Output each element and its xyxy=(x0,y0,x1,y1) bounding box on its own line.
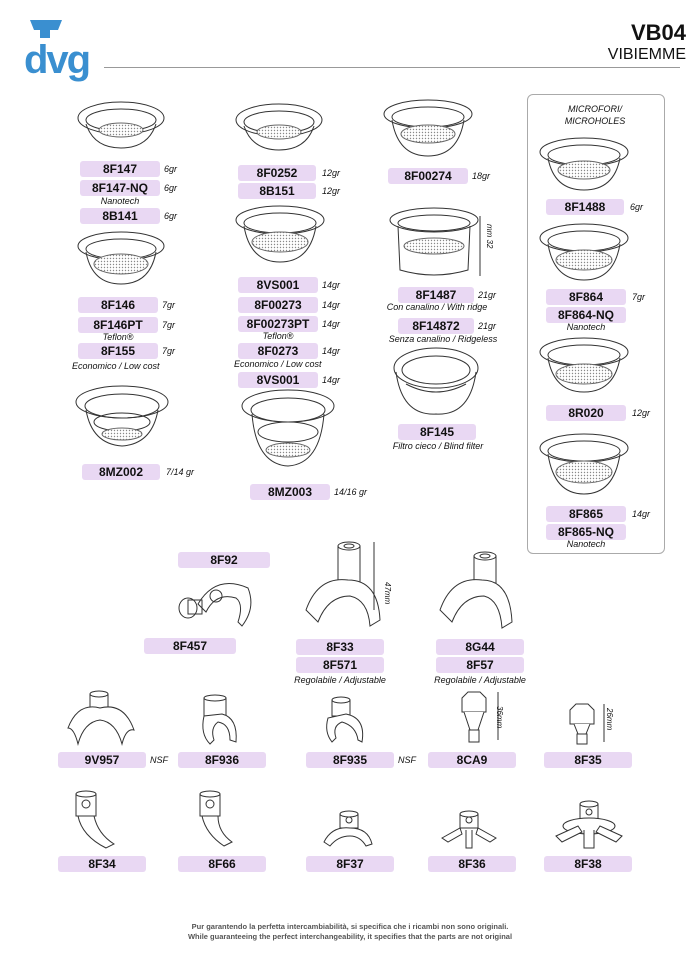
part-code: 8B151 xyxy=(238,183,316,199)
part-code: 8F146 xyxy=(78,297,158,313)
dimension-label: 47mm xyxy=(383,582,392,605)
filter-basket-image xyxy=(538,136,630,194)
part-code: 8B141 xyxy=(80,208,160,224)
part-weight: 6gr xyxy=(630,202,644,212)
spout-image xyxy=(552,800,628,852)
filter-basket-image xyxy=(240,388,336,470)
brand-name: dvg xyxy=(24,38,90,82)
part-code: 8F35 xyxy=(544,752,632,768)
spout-image xyxy=(72,790,128,852)
part-code: 8F38 xyxy=(544,856,632,872)
footer-disclaimer-it: Pur garantendo la perfetta intercambiabilità, si specifica che i ricambi non sono originali. xyxy=(191,922,509,931)
part-note: Senza canalino / Ridgeless xyxy=(388,334,498,344)
part-weight: 7gr xyxy=(162,346,176,356)
part-code: 8F865-NQ xyxy=(546,524,626,540)
part-weight: 6gr xyxy=(164,211,178,221)
part-note: Regolabile / Adjustable xyxy=(294,675,386,685)
spout-image xyxy=(196,790,246,852)
filter-basket-image xyxy=(538,336,630,396)
spout-image xyxy=(322,696,374,748)
part-weight: 18gr xyxy=(472,171,491,181)
part-note: NSF xyxy=(150,755,168,765)
part-code: 8CA9 xyxy=(428,752,516,768)
part-weight: 7gr xyxy=(632,292,646,302)
part-weight: 14gr xyxy=(632,509,651,519)
part-code: 9V957 xyxy=(58,752,146,768)
part-code: 8MZ002 xyxy=(82,464,160,480)
part-weight: 21gr xyxy=(478,321,497,331)
dimension-label: mm 32 xyxy=(485,224,494,249)
dimension-label: 36mm xyxy=(495,706,504,729)
spout-image xyxy=(320,810,376,852)
part-code: 8F865 xyxy=(546,506,626,522)
microholes-title-en: MICROHOLES xyxy=(564,116,626,126)
part-code: 8F1487 xyxy=(398,287,474,303)
part-code: 8R020 xyxy=(546,405,626,421)
part-code: 8F936 xyxy=(178,752,266,768)
part-weight: 6gr xyxy=(164,164,178,174)
part-code: 8G44 xyxy=(436,639,524,655)
part-weight: 14gr xyxy=(322,280,341,290)
spout-image xyxy=(176,574,266,634)
part-code: 8F0273 xyxy=(238,343,318,359)
part-weight: 12gr xyxy=(322,168,341,178)
filter-basket-image xyxy=(234,204,326,266)
model-code: VB04 xyxy=(630,20,686,45)
part-code: 8F457 xyxy=(144,638,236,654)
part-code: 8F66 xyxy=(178,856,266,872)
part-code: 8MZ003 xyxy=(250,484,330,500)
spout-image xyxy=(196,694,246,748)
spout-image xyxy=(430,550,522,634)
part-code: 8VS001 xyxy=(238,277,318,293)
filter-basket-image xyxy=(76,230,166,288)
header-divider xyxy=(104,67,680,68)
filter-basket-image xyxy=(392,338,480,418)
part-note: Nanotech xyxy=(100,196,140,206)
part-note: Economico / Low cost xyxy=(72,361,160,371)
part-code: 8F935 xyxy=(306,752,394,768)
part-note: Regolabile / Adjustable xyxy=(434,675,526,685)
filter-basket-image xyxy=(538,222,630,284)
footer-disclaimer-en: While guaranteeing the perfect interchangeability, it specifies that the parts are not original xyxy=(187,932,513,941)
filter-basket-image xyxy=(234,102,324,154)
part-weight: 21gr xyxy=(478,290,497,300)
part-code: 8F1488 xyxy=(546,199,624,215)
part-note: Filtro cieco / Blind filter xyxy=(392,441,484,451)
part-code: 8F147-NQ xyxy=(80,180,160,196)
part-weight: 7/14 gr xyxy=(166,467,195,477)
filter-basket-image xyxy=(388,206,484,278)
part-note: Con canalino / With ridge xyxy=(386,302,488,312)
part-code: 8F00274 xyxy=(388,168,468,184)
part-code: 8F57 xyxy=(436,657,524,673)
part-weight: 14gr xyxy=(322,319,341,329)
spout-image xyxy=(440,808,500,852)
part-code: 8F92 xyxy=(178,552,270,568)
part-weight: 14gr xyxy=(322,375,341,385)
brand-logo xyxy=(22,16,98,82)
part-code: 8F34 xyxy=(58,856,146,872)
part-weight: 14/16 gr xyxy=(334,487,368,497)
spout-image xyxy=(64,688,140,750)
part-note: Teflon® xyxy=(102,332,134,342)
part-note: NSF xyxy=(398,755,416,765)
filter-basket-image xyxy=(76,100,166,152)
part-code: 8F36 xyxy=(428,856,516,872)
part-weight: 12gr xyxy=(632,408,651,418)
microholes-title-it: MICROFORI/ xyxy=(568,104,622,114)
manufacturer-name: VIBIEMME xyxy=(607,46,686,63)
part-weight: 12gr xyxy=(322,186,341,196)
part-note: Nanotech xyxy=(566,322,606,332)
part-note: Economico / Low cost xyxy=(234,359,322,369)
part-code: 8F147 xyxy=(80,161,160,177)
spout-image xyxy=(298,540,390,634)
part-code: 8F864 xyxy=(546,289,626,305)
part-code: 8F33 xyxy=(296,639,384,655)
filter-basket-image xyxy=(538,432,630,498)
part-weight: 7gr xyxy=(162,320,176,330)
part-code: 8F14872 xyxy=(398,318,474,334)
part-code: 8F145 xyxy=(398,424,476,440)
filter-basket-image xyxy=(382,98,474,160)
part-weight: 14gr xyxy=(322,346,341,356)
part-weight: 14gr xyxy=(322,300,341,310)
part-code: 8F571 xyxy=(296,657,384,673)
part-note: Nanotech xyxy=(566,539,606,549)
filter-basket-image xyxy=(74,384,170,450)
part-code: 8F155 xyxy=(78,343,158,359)
part-code: 8F0252 xyxy=(238,165,316,181)
part-code: 8F00273PT xyxy=(238,316,318,332)
part-code: 8VS001 xyxy=(238,372,318,388)
part-note: Teflon® xyxy=(262,331,294,341)
part-code: 8F864-NQ xyxy=(546,307,626,323)
part-weight: 6gr xyxy=(164,183,178,193)
part-code: 8F00273 xyxy=(238,297,318,313)
part-code: 8F146PT xyxy=(78,317,158,333)
dimension-label: 26mm xyxy=(605,708,614,731)
part-weight: 7gr xyxy=(162,300,176,310)
part-code: 8F37 xyxy=(306,856,394,872)
